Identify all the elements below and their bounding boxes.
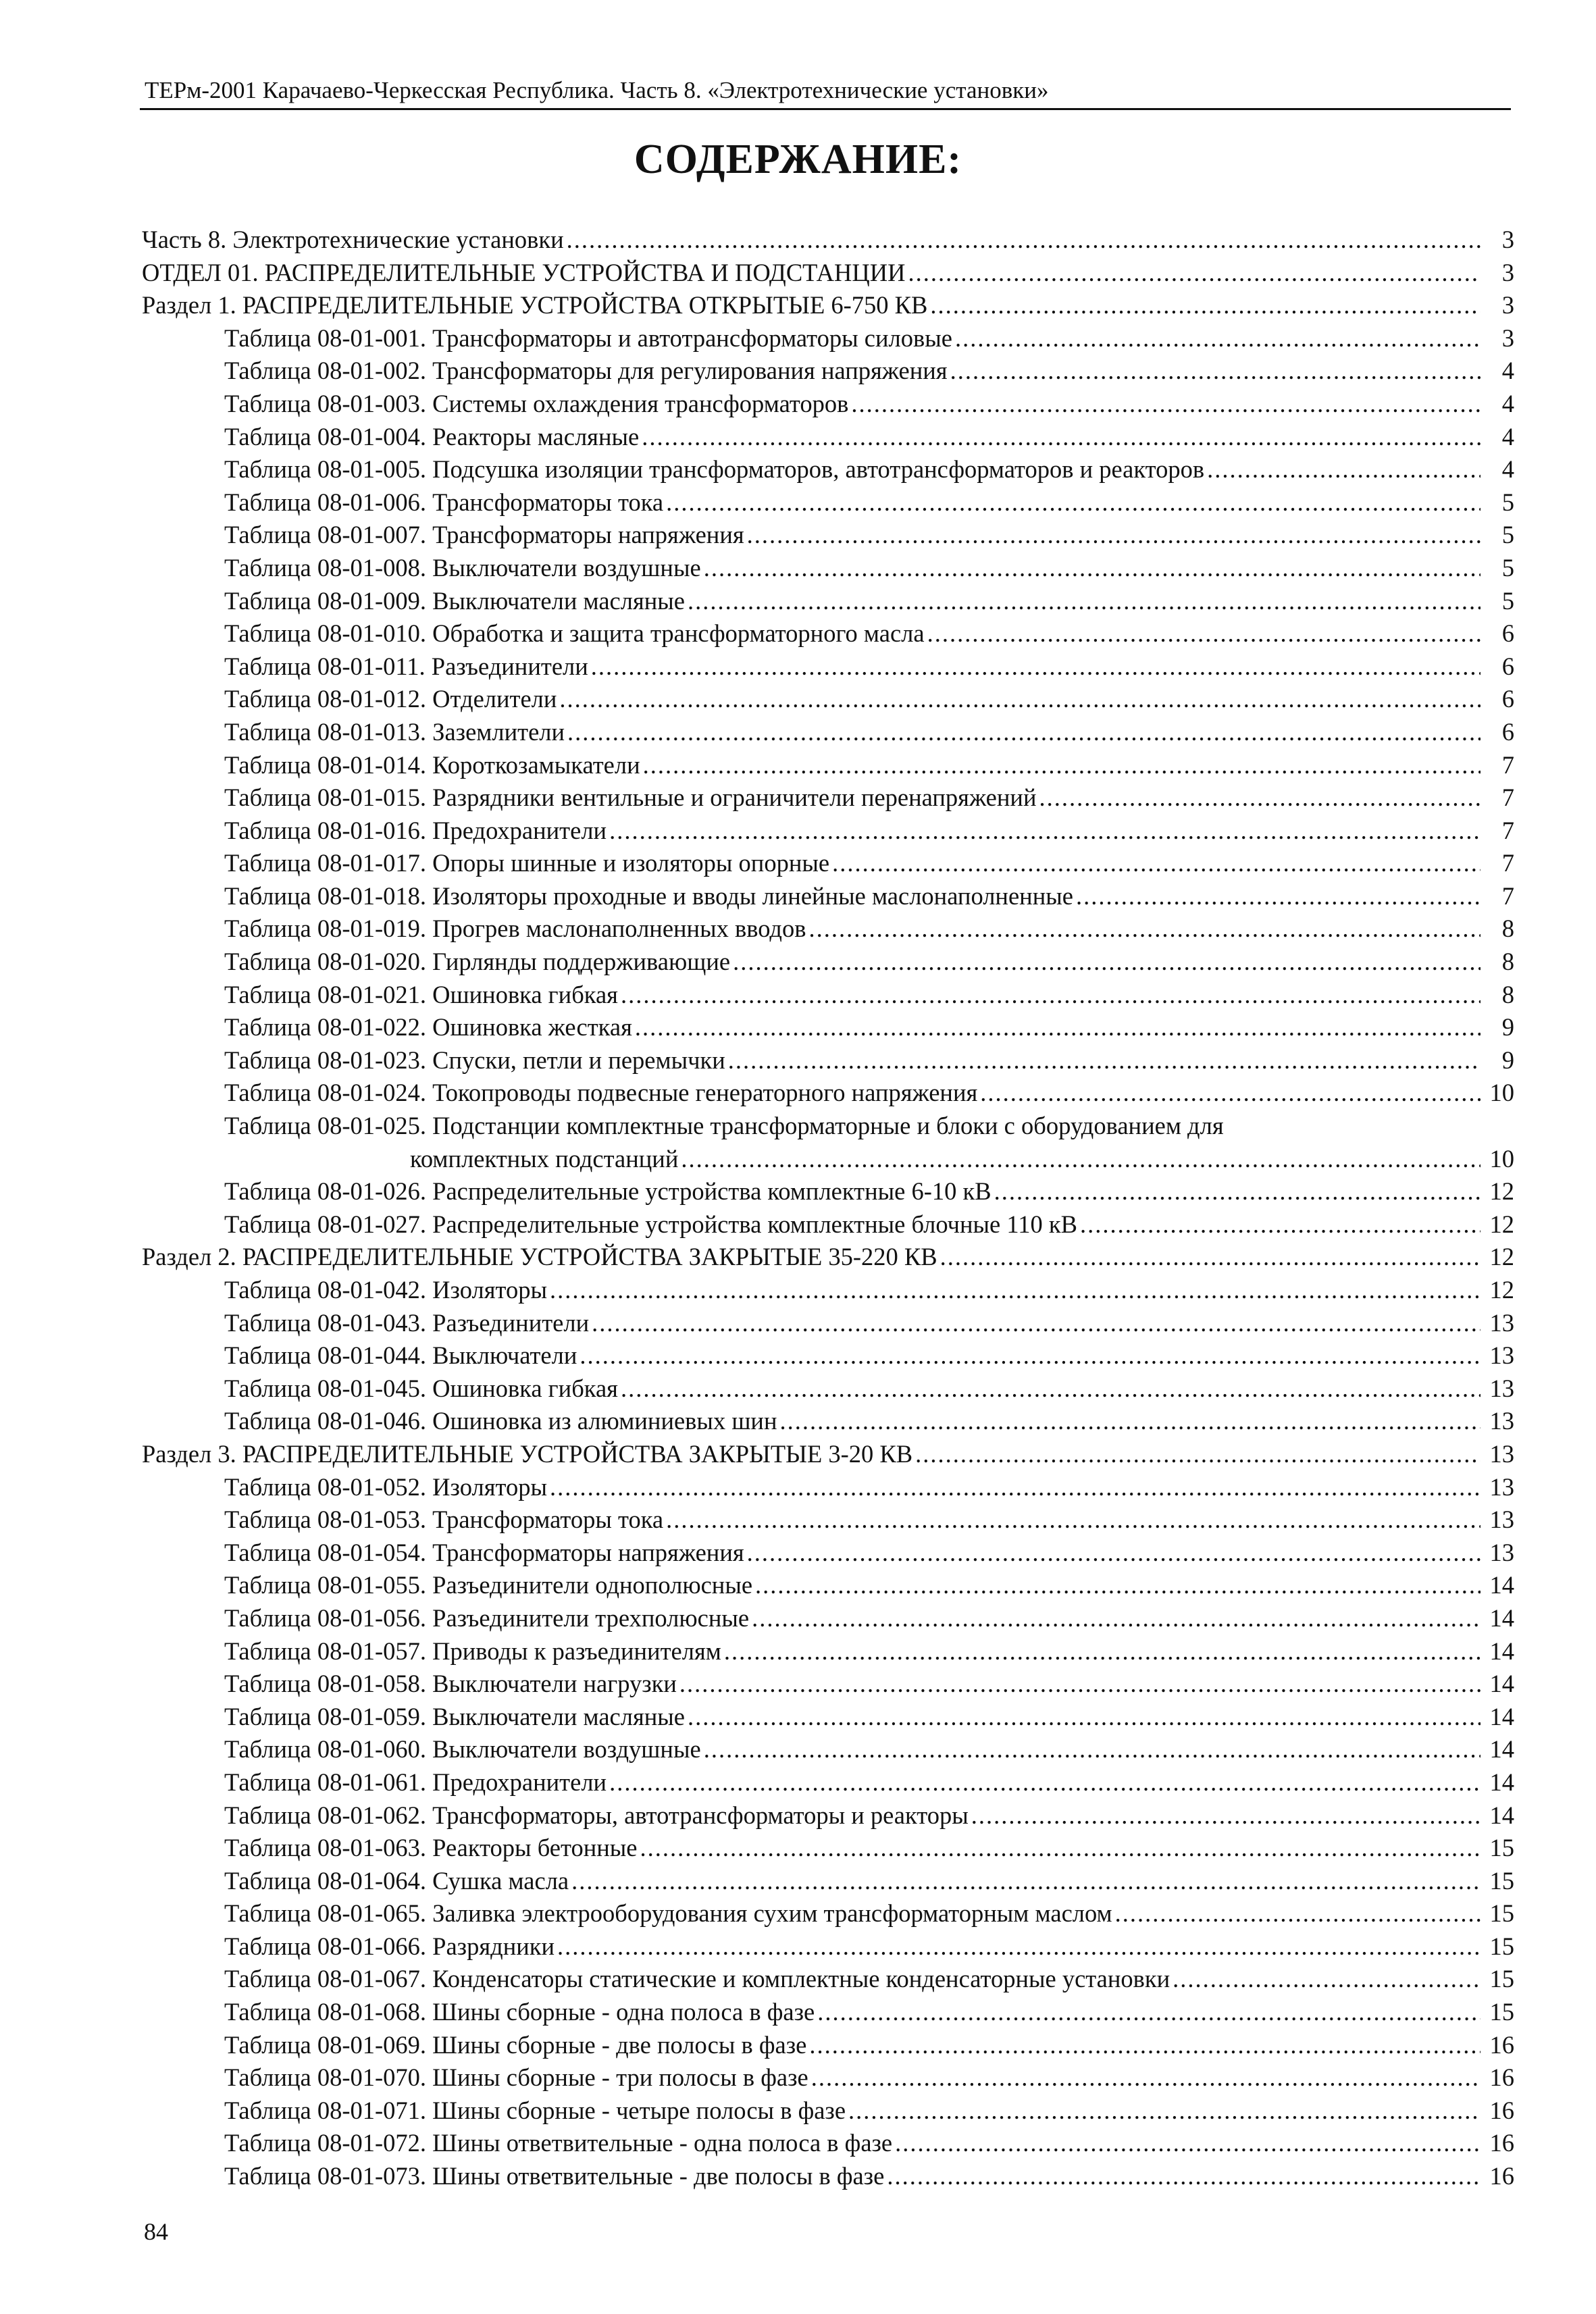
toc-page-number: 7 <box>1501 816 1514 844</box>
toc-entry <box>142 1077 1514 1110</box>
dot-leader <box>895 2127 1481 2160</box>
dot-leader <box>950 355 1481 388</box>
toc-page-number: 4 <box>1501 455 1514 484</box>
dot-leader <box>567 224 1481 257</box>
toc-entry-title: Таблица 08-01-014. Короткозамыкатели <box>224 750 640 779</box>
dot-leader <box>550 1471 1481 1504</box>
toc-entry-title: Таблица 08-01-043. Разъединители <box>224 1308 590 1337</box>
toc-page-number: 15 <box>1489 1998 1514 2026</box>
toc-entry <box>142 716 1514 749</box>
toc-entry-title: Таблица 08-01-004. Реакторы масляные <box>224 422 640 451</box>
toc-entry <box>142 2061 1514 2094</box>
dot-leader <box>832 847 1481 880</box>
toc-page-number: 3 <box>1501 226 1514 253</box>
toc-entry-title: Раздел 3. РАСПРЕДЕЛИТЕЛЬНЫЕ УСТРОЙСТВА ЗАКРЫТЫЕ 3-20 КВ <box>142 1439 913 1468</box>
dot-leader <box>887 2160 1481 2193</box>
toc-entry <box>142 1503 1514 1537</box>
dot-leader <box>1076 880 1481 913</box>
toc-entry <box>142 749 1514 782</box>
toc-entry-title: Таблица 08-01-070. Шины сборные - три полосы в фазе <box>224 2063 808 2092</box>
dot-leader <box>571 1865 1481 1898</box>
dot-leader <box>747 519 1481 552</box>
toc-page-number: 7 <box>1501 783 1514 812</box>
toc-entry-title: Таблица 08-01-013. Заземлители <box>224 717 565 746</box>
toc-entry <box>142 585 1514 618</box>
toc-entry-title: Таблица 08-01-071. Шины сборные - четыре полосы в фазе <box>224 2096 846 2124</box>
toc-page-number: 16 <box>1489 2030 1514 2059</box>
toc-entry <box>142 847 1514 880</box>
toc-page-number: 16 <box>1489 2096 1514 2124</box>
toc-page-number: 12 <box>1489 1276 1514 1304</box>
toc-entry <box>142 1799 1514 1832</box>
dot-leader <box>640 1832 1481 1865</box>
toc-entry <box>142 1865 1514 1898</box>
toc-entry <box>142 453 1514 486</box>
toc-entry-title: Таблица 08-01-057. Приводы к разъединителям <box>224 1637 721 1665</box>
dot-leader <box>635 1011 1481 1044</box>
dot-leader <box>940 1241 1481 1274</box>
toc-entry-title: Таблица 08-01-008. Выключатели воздушные <box>224 553 701 582</box>
toc-page-number: 5 <box>1501 521 1514 549</box>
toc-entry <box>142 421 1514 454</box>
toc-entry-title: Таблица 08-01-017. Опоры шинные и изоляторы опорные <box>224 849 830 877</box>
toc-entry-title: ОТДЕЛ 01. РАСПРЕДЕЛИТЕЛЬНЫЕ УСТРОЙСТВА И ПОДСТАНЦИИ <box>142 258 906 286</box>
toc-entry <box>142 617 1514 650</box>
toc-entry-title: Таблица 08-01-066. Разрядники <box>224 1932 555 1960</box>
toc-page-number: 9 <box>1501 1013 1514 1042</box>
toc-entry-title: Таблица 08-01-012. Отделители <box>224 685 557 713</box>
dot-leader <box>728 1044 1481 1077</box>
dot-leader <box>688 1701 1481 1734</box>
page-title: СОДЕРЖАНИЕ: <box>634 136 962 182</box>
toc-entry <box>142 1930 1514 1963</box>
toc-page-number: 13 <box>1489 1538 1514 1566</box>
toc-entry-title: Таблица 08-01-052. Изоляторы <box>224 1472 547 1501</box>
toc-page-number: 5 <box>1501 488 1514 516</box>
page-number: 84 <box>144 2218 168 2245</box>
toc-entry-title: Таблица 08-01-015. Разрядники вентильные и ограничители перенапряжений <box>224 783 1037 812</box>
toc-entry-title: Таблица 08-01-042. Изоляторы <box>224 1276 547 1304</box>
toc-entry-title: Таблица 08-01-063. Реакторы бетонные <box>224 1834 638 1862</box>
dot-leader <box>848 2094 1481 2128</box>
dot-leader <box>704 1733 1481 1766</box>
toc-entry <box>142 781 1514 815</box>
dot-leader <box>580 1339 1481 1372</box>
toc-entry <box>142 880 1514 913</box>
dot-leader <box>1173 1963 1481 1996</box>
toc-entry <box>142 1044 1514 1077</box>
toc-page-number: 7 <box>1501 849 1514 877</box>
dot-leader <box>679 1668 1481 1701</box>
toc-entry <box>142 1307 1514 1340</box>
toc-entry-title: Таблица 08-01-044. Выключатели <box>224 1341 577 1370</box>
toc-entry-title: Раздел 1. РАСПРЕДЕЛИТЕЛЬНЫЕ УСТРОЙСТВА ОТКРЫТЫЕ 6-750 КВ <box>142 291 928 319</box>
toc-entry-title: Часть 8. Электротехнические установки <box>142 226 564 253</box>
toc-page-number: 10 <box>1489 1079 1514 1107</box>
toc-page-number: 14 <box>1489 1603 1514 1632</box>
toc-page-number: 10 <box>1489 1144 1514 1173</box>
toc-page-number: 12 <box>1489 1177 1514 1206</box>
toc-entry-title: Таблица 08-01-018. Изоляторы проходные и вводы линейные маслонаполненные <box>224 881 1073 910</box>
toc-page-number: 12 <box>1489 1210 1514 1238</box>
toc-page-number: 13 <box>1489 1506 1514 1534</box>
toc-entry <box>142 388 1514 421</box>
toc-entry-title: Таблица 08-01-003. Системы охлаждения трансформаторов <box>224 389 849 417</box>
dot-leader <box>1039 781 1481 815</box>
dot-leader <box>817 1996 1481 2029</box>
toc-entry <box>142 1274 1514 1307</box>
toc-entry <box>142 1701 1514 1734</box>
toc-page-number: 16 <box>1489 2162 1514 2190</box>
dot-leader <box>955 322 1481 355</box>
toc-entry <box>142 1208 1514 1241</box>
toc-page-number: 14 <box>1489 1670 1514 1698</box>
toc-page-number: 5 <box>1501 553 1514 582</box>
running-header: ТЕРм-2001 Карачаево-Черкесская Республика. Часть 8. «Электротехнические установки» <box>145 77 1049 103</box>
toc-page-number: 6 <box>1501 685 1514 713</box>
toc-entry-title: Таблица 08-01-058. Выключатели нагрузки <box>224 1670 677 1698</box>
dot-leader <box>755 1569 1481 1602</box>
toc-entry-title: Таблица 08-01-069. Шины сборные - две полосы в фазе <box>224 2030 807 2059</box>
dot-leader <box>621 1372 1481 1406</box>
toc-page-number: 14 <box>1489 1702 1514 1730</box>
toc-entry <box>142 683 1514 716</box>
toc-entry <box>142 979 1514 1012</box>
toc-entry <box>142 1897 1514 1930</box>
dot-leader <box>559 683 1481 716</box>
dot-leader <box>681 1143 1481 1176</box>
toc-entry <box>142 519 1514 552</box>
toc-entry-title: Таблица 08-01-011. Разъединители <box>224 652 588 680</box>
toc-entry <box>142 1733 1514 1766</box>
toc-page-number: 15 <box>1489 1932 1514 1960</box>
toc-page-number: 3 <box>1501 291 1514 319</box>
toc-entry <box>142 946 1514 979</box>
toc-entry <box>142 2094 1514 2128</box>
toc-entry-title: Таблица 08-01-054. Трансформаторы напряжения <box>224 1538 744 1566</box>
toc-page-number: 14 <box>1489 1735 1514 1764</box>
toc-page-number: 3 <box>1501 258 1514 286</box>
toc-entry <box>142 1602 1514 1635</box>
toc-page-number: 13 <box>1489 1472 1514 1501</box>
toc-page-number: 13 <box>1489 1407 1514 1435</box>
toc-entry-title: Таблица 08-01-065. Заливка электрооборудования сухим трансформаторным маслом <box>224 1899 1112 1928</box>
header-rule <box>140 108 1511 110</box>
toc-entry <box>142 1175 1514 1208</box>
dot-leader <box>1115 1897 1481 1930</box>
dot-leader <box>752 1602 1481 1635</box>
toc-entry <box>142 257 1514 290</box>
toc-page-number: 4 <box>1501 357 1514 385</box>
dot-leader <box>971 1799 1481 1832</box>
toc-entry <box>142 2127 1514 2160</box>
toc-entry <box>142 1372 1514 1406</box>
toc-page-number: 6 <box>1501 619 1514 648</box>
dot-leader <box>780 1405 1481 1438</box>
dot-leader <box>927 617 1481 650</box>
toc-entry <box>142 2029 1514 2062</box>
dot-leader <box>930 289 1481 322</box>
dot-leader <box>666 1503 1481 1537</box>
toc-entry <box>142 650 1514 684</box>
dot-leader <box>808 912 1481 946</box>
toc-entry <box>142 1569 1514 1602</box>
table-of-contents <box>142 224 1514 2193</box>
toc-page-number: 7 <box>1501 881 1514 910</box>
toc-entry-title: Таблица 08-01-019. Прогрев маслонаполненных вводов <box>224 915 806 943</box>
dot-leader <box>642 421 1481 454</box>
toc-page-number: 3 <box>1501 324 1514 352</box>
toc-page-number: 12 <box>1489 1243 1514 1271</box>
toc-entry <box>142 1405 1514 1438</box>
toc-page-number: 13 <box>1489 1341 1514 1370</box>
toc-entry-title: Таблица 08-01-060. Выключатели воздушные <box>224 1735 701 1764</box>
toc-page-number: 14 <box>1489 1637 1514 1665</box>
toc-page-number: 4 <box>1501 422 1514 451</box>
dot-leader <box>733 946 1481 979</box>
toc-entry-title: Раздел 2. РАСПРЕДЕЛИТЕЛЬНЫЕ УСТРОЙСТВА ЗАКРЫТЫЕ 35-220 КВ <box>142 1243 937 1271</box>
dot-leader <box>592 1307 1481 1340</box>
toc-entry <box>142 322 1514 355</box>
toc-entry <box>142 1832 1514 1865</box>
toc-entry-title: Таблица 08-01-073. Шины ответвительные - две полосы в фазе <box>224 2162 885 2190</box>
dot-leader <box>724 1635 1481 1668</box>
toc-page-number: 6 <box>1501 652 1514 680</box>
toc-entry <box>142 2160 1514 2193</box>
toc-entry-title: Таблица 08-01-062. Трансформаторы, автотрансформаторы и реакторы <box>224 1801 969 1829</box>
dot-leader <box>666 486 1481 519</box>
toc-page-number: 15 <box>1489 1899 1514 1928</box>
toc-entry-title: Таблица 08-01-009. Выключатели масляные <box>224 586 686 615</box>
toc-entry-title: Таблица 08-01-001. Трансформаторы и автотрансформаторы силовые <box>224 324 952 352</box>
toc-entry <box>142 1635 1514 1668</box>
toc-entry-title: Таблица 08-01-064. Сушка масла <box>224 1866 569 1895</box>
toc-entry <box>142 1996 1514 2029</box>
toc-entry-title: Таблица 08-01-061. Предохранители <box>224 1768 607 1796</box>
toc-page-number: 7 <box>1501 750 1514 779</box>
toc-entry-title: Таблица 08-01-016. Предохранители <box>224 816 607 844</box>
toc-entry-title: Таблица 08-01-010. Обработка и защита трансформаторного масла <box>224 619 925 648</box>
toc-entry-title: Таблица 08-01-067. Конденсаторы статические и комплектные конденсаторные установки <box>224 1965 1170 1993</box>
toc-entry-title: Таблица 08-01-024. Токопроводы подвесные генераторного напряжения <box>224 1079 978 1107</box>
dot-leader <box>704 552 1481 585</box>
toc-entry-title: Таблица 08-01-046. Ошиновка из алюминиевых шин <box>224 1407 777 1435</box>
dot-leader <box>994 1175 1481 1208</box>
toc-entry-title: Таблица 08-01-027. Распределительные устройства комплектные блочные 110 кВ <box>224 1210 1077 1238</box>
dot-leader <box>557 1930 1481 1963</box>
toc-entry-title: Таблица 08-01-023. Спуски, петли и перемычки <box>224 1046 725 1074</box>
toc-entry <box>142 1110 1514 1175</box>
toc-page-number: 15 <box>1489 1866 1514 1895</box>
toc-page-number: 14 <box>1489 1768 1514 1796</box>
toc-entry <box>142 224 1514 257</box>
dot-leader <box>1207 453 1481 486</box>
dot-leader <box>1080 1208 1481 1241</box>
dot-leader <box>621 979 1481 1012</box>
toc-entry <box>142 1011 1514 1044</box>
toc-entry-title: Таблица 08-01-005. Подсушка изоляции трансформаторов, автотрансформаторов и реакторов <box>224 455 1205 484</box>
toc-page-number: 13 <box>1489 1439 1514 1468</box>
toc-page-number: 5 <box>1501 586 1514 615</box>
toc-entry-title: Таблица 08-01-025. Подстанции комплектные трансформаторные и блоки с оборудованием для <box>224 1112 1224 1140</box>
toc-page-number: 14 <box>1489 1801 1514 1829</box>
toc-entry <box>142 1438 1514 1471</box>
toc-entry <box>142 912 1514 946</box>
toc-entry <box>142 552 1514 585</box>
toc-page-number: 13 <box>1489 1308 1514 1337</box>
toc-entry <box>142 1241 1514 1274</box>
toc-entry-title: Таблица 08-01-055. Разъединители однополюсные <box>224 1571 753 1599</box>
toc-entry-title: Таблица 08-01-045. Ошиновка гибкая <box>224 1374 618 1402</box>
toc-entry <box>142 486 1514 519</box>
dot-leader <box>915 1438 1481 1471</box>
dot-leader <box>747 1537 1481 1570</box>
dot-leader <box>567 716 1481 749</box>
toc-page-number: 15 <box>1489 1965 1514 1993</box>
toc-entry <box>142 289 1514 322</box>
toc-page-number: 6 <box>1501 717 1514 746</box>
toc-entry-title: Таблица 08-01-002. Трансформаторы для регулирования напряжения <box>224 357 948 385</box>
toc-page-number: 16 <box>1489 2063 1514 2092</box>
toc-entry <box>142 355 1514 388</box>
dot-leader <box>811 2061 1481 2094</box>
toc-page-number: 8 <box>1501 948 1514 976</box>
toc-entry-title: Таблица 08-01-006. Трансформаторы тока <box>224 488 664 516</box>
toc-page-number: 15 <box>1489 1834 1514 1862</box>
dot-leader <box>688 585 1481 618</box>
dot-leader <box>851 388 1481 421</box>
toc-page-number: 16 <box>1489 2129 1514 2157</box>
toc-entry <box>142 1963 1514 1996</box>
toc-entry-title: Таблица 08-01-026. Распределительные устройства комплектные 6-10 кВ <box>224 1177 992 1206</box>
toc-entry-title: Таблица 08-01-053. Трансформаторы тока <box>224 1506 664 1534</box>
toc-entry-title: Таблица 08-01-020. Гирлянды поддерживающие <box>224 948 731 976</box>
toc-entry-title: Таблица 08-01-072. Шины ответвительные - одна полоса в фазе <box>224 2129 893 2157</box>
toc-page-number: 8 <box>1501 980 1514 1008</box>
toc-entry <box>142 1537 1514 1570</box>
toc-page-number: 14 <box>1489 1571 1514 1599</box>
toc-page-number: 13 <box>1489 1374 1514 1402</box>
toc-entry-title: Таблица 08-01-021. Ошиновка гибкая <box>224 980 618 1008</box>
toc-entry-title: Таблица 08-01-007. Трансформаторы напряжения <box>224 521 744 549</box>
toc-entry <box>142 1339 1514 1372</box>
toc-page-number: 9 <box>1501 1046 1514 1074</box>
dot-leader <box>908 257 1481 290</box>
toc-entry <box>142 815 1514 848</box>
dot-leader <box>591 650 1481 684</box>
dot-leader <box>550 1274 1481 1307</box>
dot-leader <box>980 1077 1481 1110</box>
dot-leader <box>609 1766 1481 1799</box>
dot-leader <box>643 749 1481 782</box>
toc-entry <box>142 1668 1514 1701</box>
dot-leader <box>809 2029 1481 2062</box>
toc-entry-title: Таблица 08-01-059. Выключатели масляные <box>224 1702 686 1730</box>
toc-entry <box>142 1471 1514 1504</box>
toc-entry <box>142 1766 1514 1799</box>
toc-entry-title-continued: комплектных подстанций <box>410 1144 679 1173</box>
toc-entry-title: Таблица 08-01-056. Разъединители трехполюсные <box>224 1603 750 1632</box>
dot-leader <box>609 815 1481 848</box>
toc-entry-title: Таблица 08-01-068. Шины сборные - одна полоса в фазе <box>224 1998 815 2026</box>
toc-page-number: 4 <box>1501 389 1514 417</box>
toc-page-number: 8 <box>1501 915 1514 943</box>
toc-entry-title: Таблица 08-01-022. Ошиновка жесткая <box>224 1013 632 1042</box>
